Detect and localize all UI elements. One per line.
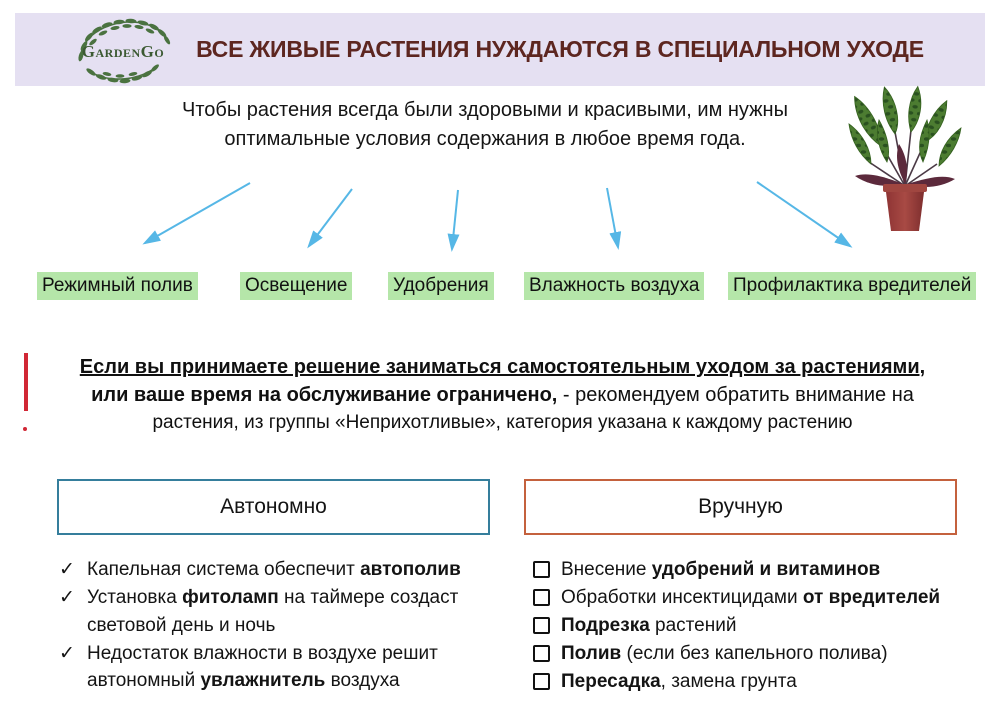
- checkmark-icon: ✓: [59, 559, 75, 580]
- list-item: [524, 668, 964, 696]
- list-item: [50, 640, 488, 695]
- checkbox-icon: [529, 668, 553, 698]
- checkmark-icon: ✓: [59, 642, 75, 664]
- manual-box-title: Вручную: [698, 495, 783, 518]
- item-text: Обработки инсектицидами: [561, 587, 803, 608]
- item-text-bold: фитоламп: [182, 587, 279, 608]
- item-text: Установка: [87, 587, 183, 608]
- red-accent-bar: [24, 353, 28, 411]
- item-text: (если без капельного полива): [621, 643, 888, 664]
- manual-box: [524, 479, 957, 535]
- list-item: [524, 612, 964, 640]
- item-text: Недостаток влажности в воздухе решит автономный: [87, 642, 438, 691]
- note-line-2: [45, 381, 960, 409]
- care-factor-watering: Режимный полив: [37, 272, 198, 300]
- list-item: [524, 584, 964, 612]
- item-text-bold: Полив: [561, 643, 622, 664]
- note-line-3: растения, из группы «Неприхотливые», категория указана к каждому растению: [152, 412, 853, 433]
- care-factor-lighting: Освещение: [240, 272, 352, 300]
- intro-line-1: Чтобы растения всегда были здоровыми и красивыми, им нужны: [182, 99, 788, 121]
- autonomous-box-title: Автономно: [220, 495, 327, 518]
- list-item: [524, 640, 964, 668]
- list-item: [524, 556, 964, 584]
- list-item: [50, 584, 488, 639]
- note-line-2-bold: или ваше время на обслуживание ограничено,: [91, 384, 558, 406]
- checkmark-icon: ✓: [59, 587, 75, 608]
- intro-line-2: оптимальные условия содержания в любое время года.: [224, 128, 746, 150]
- note-line-1: Если вы принимаете решение заниматься самостоятельным уходом за растениями,: [79, 356, 926, 378]
- checkbox-icon: [529, 640, 553, 670]
- item-text-bold: Пересадка: [561, 671, 661, 692]
- item-text: Внесение: [561, 559, 652, 580]
- list-item: [50, 556, 488, 584]
- item-text: , замена грунта: [660, 671, 797, 692]
- recommendation-note: [45, 353, 960, 437]
- note-line-2-regular: - рекомендуем обратить внимание на: [557, 384, 914, 406]
- red-accent-dot: [23, 427, 27, 431]
- care-factor-pest-prevention: Профилактика вредителей: [728, 272, 976, 300]
- checkbox-icon: [529, 584, 553, 614]
- care-factor-fertilizer: Удобрения: [388, 272, 494, 300]
- plant-photo: [822, 84, 988, 234]
- item-text-bold: Подрезка: [561, 615, 650, 636]
- care-factor-humidity: Влажность воздуха: [524, 272, 704, 300]
- item-text: на таймере создаст световой день и ночь: [87, 587, 459, 636]
- item-text: растений: [649, 615, 737, 636]
- intro-paragraph: [135, 96, 835, 154]
- checkbox-icon: [529, 612, 553, 642]
- item-text-bold: удобрений и витаминов: [651, 559, 881, 580]
- autonomous-list: [50, 556, 488, 695]
- item-text: воздуха: [325, 670, 400, 691]
- item-text-bold: от вредителей: [802, 587, 941, 608]
- header-banner: [15, 13, 985, 86]
- logo-text: GardenGo: [81, 42, 165, 61]
- slide-title: ВСЕ ЖИВЫЕ РАСТЕНИЯ НУЖДАЮТСЯ В СПЕЦИАЛЬНОМ УХОДЕ: [196, 36, 924, 62]
- item-text-bold: автополив: [360, 559, 461, 580]
- checkbox-icon: [529, 556, 553, 586]
- autonomous-box: [57, 479, 490, 535]
- item-text: Капельная система обеспечит: [87, 559, 361, 580]
- item-text-bold: увлажнитель: [200, 670, 326, 691]
- manual-list: [524, 556, 964, 696]
